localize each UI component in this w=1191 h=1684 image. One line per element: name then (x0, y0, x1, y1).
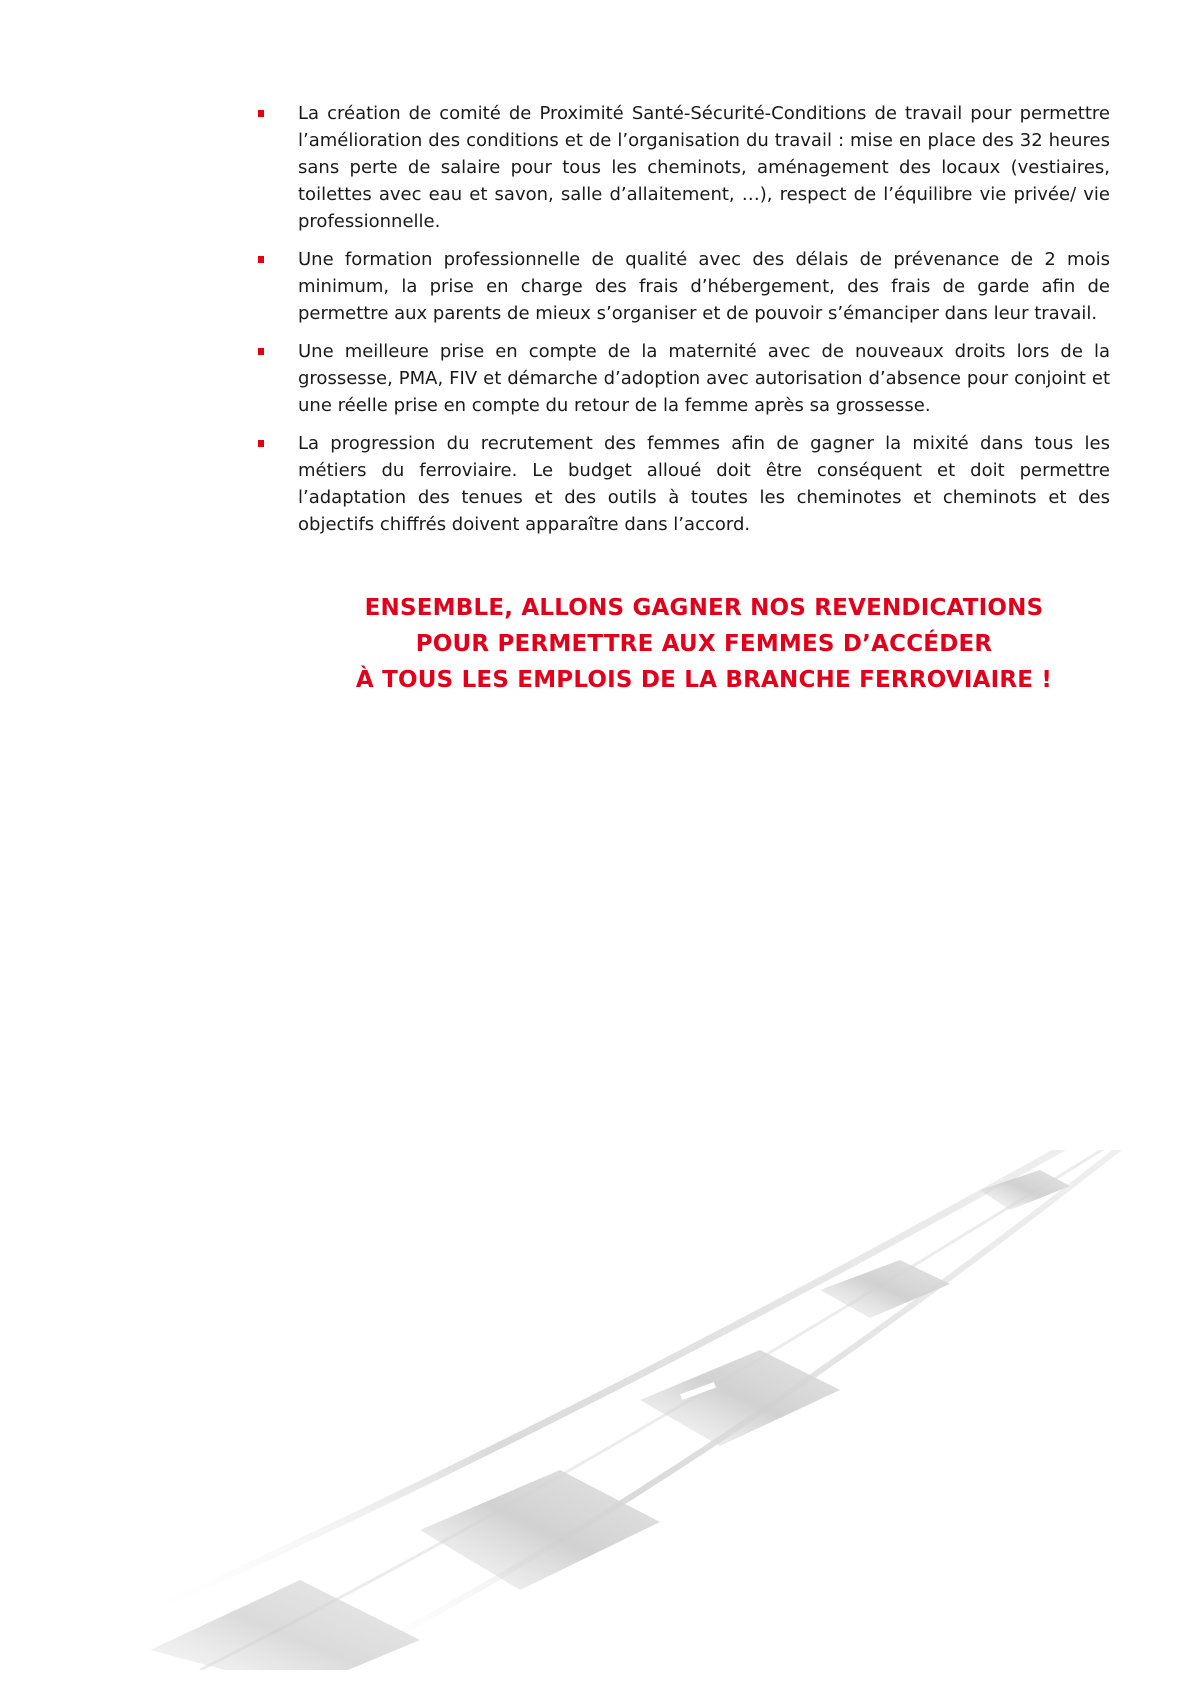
list-item-text: Une formation professionnelle de qualité avec des délais de prévenance de 2 mois minimum, la prise en charge des frais d’hébergement, des frais de garde afin de permettre aux parents de mieux s’organiser et de pouvoir s’émanciper dans leur travail. (298, 249, 1110, 324)
rail-tie (640, 1350, 840, 1446)
red-square-bullet-icon (258, 110, 264, 117)
slogan-line-1: ENSEMBLE, ALLONS GAGNER NOS REVENDICATIONS (364, 595, 1044, 621)
red-square-bullet-icon (258, 348, 264, 355)
rail-outer (130, 1150, 1130, 1620)
list-item-text: La progression du recrutement des femmes afin de gagner la mixité dans tous les métiers du ferroviaire. Le budget alloué doit être conséquent et doit permettre l’adaptation des tenues et des outils à toutes les cheminotes et cheminots et des objectifs chiffrés doivent apparaître dans l’accord. (298, 433, 1110, 535)
slogan-line-2: POUR PERMETTRE AUX FEMMES D’ACCÉDER (415, 631, 993, 657)
list-item (254, 246, 1110, 327)
list-item (254, 100, 1110, 235)
railway-track-illustration (0, 1150, 1191, 1670)
list-item (254, 338, 1110, 419)
list-item (254, 430, 1110, 538)
rail-tie (980, 1170, 1070, 1210)
list-item-text: La création de comité de Proximité Santé-Sécurité-Conditions de travail pour permettre l’amélioration des conditions et de l’organisation du travail : mise en place des 32 heures sans perte de salaire pour tous les cheminots, aménagement des locaux (vestiaires, toilettes avec eau et savon, salle d’allaitement, …), respect de l’équilibre vie privée/ vie professionnelle. (298, 103, 1110, 232)
rail-mark (810, 1403, 840, 1419)
red-square-bullet-icon (258, 256, 264, 263)
demands-list (254, 100, 1110, 549)
rail-tie (420, 1470, 660, 1590)
slogan (254, 590, 1154, 698)
red-square-bullet-icon (258, 440, 264, 447)
list-item-text: Une meilleure prise en compte de la maternité avec de nouveaux droits lors de la grossesse, PMA, FIV et démarche d’adoption avec autorisation d’absence pour conjoint et une réelle prise en compte du retour de la femme après sa grossesse. (298, 341, 1110, 416)
slogan-line-3: À TOUS LES EMPLOIS DE LA BRANCHE FERROVIAIRE ! (355, 667, 1053, 693)
